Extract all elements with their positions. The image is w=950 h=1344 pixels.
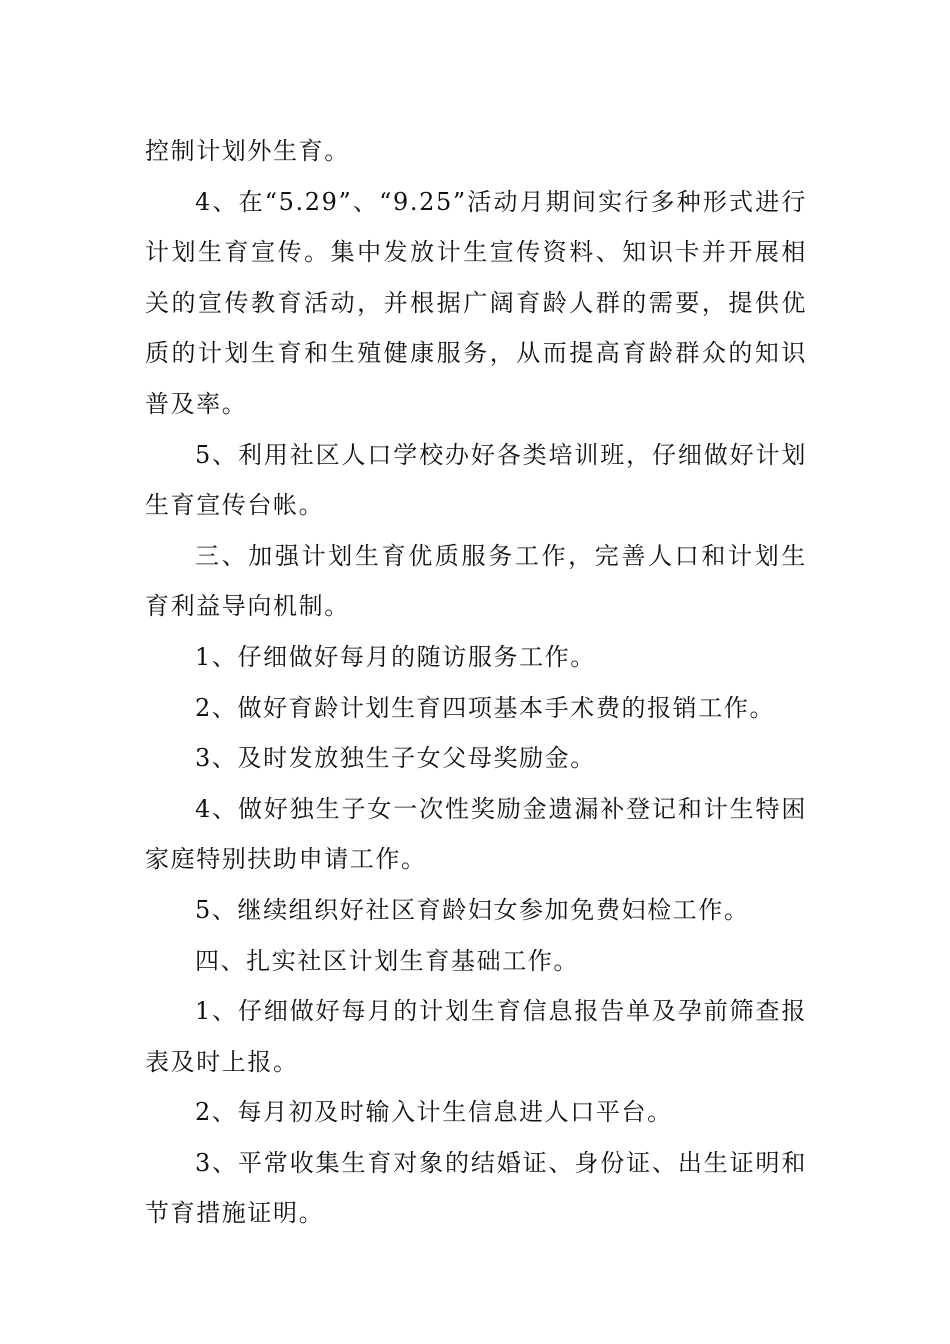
section-heading-3: 三、加强计划生育优质服务工作，完善人口和计划生育利益导向机制。 <box>145 541 807 621</box>
paragraph-5: 1、仔细做好每月的随访服务工作。 <box>195 642 596 671</box>
paragraph-7: 3、及时发放独生子女父母奖励金。 <box>195 744 596 773</box>
paragraph-9: 5、继续组织好社区育龄妇女参加免费妇检工作。 <box>195 895 750 924</box>
paragraph-8: 4、做好独生子女一次性奖励金遗漏补登记和计生特困家庭特别扶助申请工作。 <box>145 794 807 874</box>
paragraph-13: 3、平常收集生育对象的结婚证、身份证、出生证明和节育措施证明。 <box>145 1148 807 1228</box>
paragraph-11: 1、仔细做好每月的计划生育信息报告单及孕前筛查报表及时上报。 <box>145 997 807 1076</box>
document-body <box>145 126 807 1239</box>
paragraph-2: 4、在“5.29”、“9.25”活动月期间实行多种形式进行计划生育宣传。集中发放计生宣传资料、知识卡并开展相关的宣传教育活动，并根据广阔育龄人群的需要，提供优质的计划生育和生殖健康服务，从而提高育龄群众的知识普及率。 <box>145 187 807 418</box>
paragraph-1: 控制计划外生育。 <box>145 137 350 165</box>
paragraph-3: 5、利用社区人口学校办好各类培训班，仔细做好计划生育宣传台帐。 <box>145 440 807 520</box>
paragraph-6: 2、做好育龄计划生育四项基本手术费的报销工作。 <box>195 693 776 722</box>
section-heading-4: 四、扎实社区计划生育基础工作。 <box>195 946 579 975</box>
paragraph-12: 2、每月初及时输入计生信息进人口平台。 <box>195 1098 673 1127</box>
